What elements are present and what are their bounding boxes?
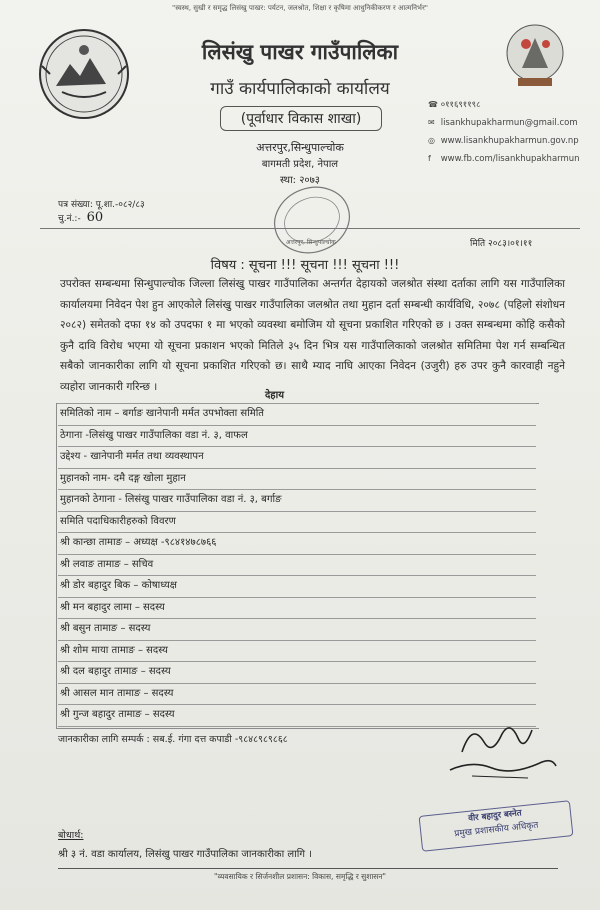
- email-icon: ✉: [428, 118, 435, 127]
- chalani-label: चु.नं.:-: [58, 214, 81, 224]
- chalani-value: 60: [86, 210, 104, 225]
- detail-row: श्री गुन्ज बहादुर तामाङ – सदस्य: [58, 705, 536, 727]
- office-seal: [262, 180, 362, 260]
- signature: [432, 712, 562, 792]
- detail-row: श्री मन बहादुर लामा – सदस्य: [58, 598, 536, 620]
- facebook-link[interactable]: www.fb.com/lisankhupakharmun: [440, 154, 580, 164]
- globe-icon: ◎: [428, 136, 435, 145]
- contact-block: [428, 96, 598, 168]
- detail-row: उद्देश्य - खानेपानी मर्मत तथा व्यवस्थापन: [58, 447, 536, 469]
- contact-person: जानकारीका लागि सम्पर्क : सब.ई. गंगा दत्त कपाडी -९८४८९८९८६८: [58, 734, 288, 745]
- detail-row: श्री दल बहादुर तामाङ – सदस्य: [58, 662, 536, 684]
- header-divider: [40, 228, 580, 229]
- emblem-icon: [500, 18, 570, 93]
- contact-email[interactable]: [428, 114, 598, 132]
- top-motto: "स्वस्थ, सुखी र समृद्ध लिसंखु पाखर: पर्यटन, जलश्रोत, शिक्षा र कृषिमा आधुनिकीकरण र आत्मनिर्भर": [171, 4, 429, 12]
- notice-body: [60, 274, 565, 397]
- phone-icon: ☎: [428, 100, 438, 109]
- cc-recipient: श्री ३ नं. वडा कार्यालय, लिसंखु पाखर गाउँपालिका जानकारीका लागि ।: [58, 849, 312, 860]
- detail-row: मुहानको नाम- दमै दङ्ग खोला मुहान: [58, 469, 536, 491]
- chalani-number: [58, 210, 103, 225]
- details-list: [58, 403, 536, 727]
- detail-row: ठेगाना -लिसंखु पाखर गाउँपालिका वडा नं. ३, वाफल: [58, 426, 536, 448]
- footer-divider: [58, 868, 558, 869]
- official-designation: प्रमुख प्रशासकीय अधिकृत: [453, 820, 539, 840]
- contact-facebook[interactable]: [428, 150, 598, 168]
- branch-name: (पूर्वाधार विकास शाखा): [220, 106, 382, 131]
- detail-row: श्री कान्छा तामाङ – अध्यक्ष -९८४१४७८७६६: [58, 533, 536, 555]
- detail-row: समितिको नाम – बर्गाङ खानेपानी मर्मत उपभोक्ता समिति: [58, 403, 536, 426]
- seal-text: अत्तरपुर, सिन्धुपाल्चोक: [286, 239, 336, 246]
- details-heading: देहाय: [265, 390, 285, 401]
- facebook-icon: f: [428, 154, 431, 163]
- detail-row: श्री बसुन तामाङ – सदस्य: [58, 619, 536, 641]
- municipality-logo: [36, 26, 132, 122]
- detail-row: मुहानको ठेगाना - लिसंखु पाखर गाउँपालिका वडा नं. ३, बर्गाङ: [58, 490, 536, 512]
- official-name: वीर बहादुर बस्नेत: [467, 808, 523, 824]
- footer-motto: "व्यवसायिक र सिर्जनशील प्रशासन: विकास, समृद्धि र सुशासन": [214, 872, 386, 881]
- detail-row: श्री शोम माया तामाङ – सदस्य: [58, 641, 536, 663]
- contact-website[interactable]: [428, 132, 598, 150]
- subject-line: विषय : सूचना !!! सूचना !!! सूचना !!!: [210, 258, 400, 273]
- detail-row: श्री आसल मान तामाङ – सदस्य: [58, 684, 536, 706]
- email-address[interactable]: lisankhupakharmun@gmail.com: [440, 118, 578, 128]
- detail-row: समिति पदाधिकारीहरुको विवरण: [58, 512, 536, 534]
- address-line-1: अत्तरपुर,सिन्धुपाल्चोक: [256, 141, 344, 154]
- established-year: स्था: २०७३: [279, 175, 321, 186]
- contact-phone: [428, 96, 598, 114]
- detail-row: श्री लवाङ तामाङ – सचिव: [58, 555, 536, 577]
- official-stamp: [419, 800, 574, 852]
- page-title: लिसंखु पाखर गाउँपालिका: [201, 40, 399, 64]
- website-link[interactable]: www.lisankhupakharmun.gov.np: [440, 136, 579, 146]
- cc-label: बोधार्थ:: [58, 830, 84, 841]
- office-name: गाउँ कार्यपालिकाको कार्यालय: [210, 79, 390, 99]
- address-line-2: बागमती प्रदेश, नेपाल: [261, 159, 339, 170]
- notice-paragraph: उपरोक्त सम्बन्धमा सिन्धुपाल्चोक जिल्ला लिसंखु पाखर गाउँपालिका अन्तर्गत देहायको जलश्रोत संस्था दर्ताका लागि यस गाउँपालिका कार्यालयमा निवेदन पेश हुन आएकोले लिसंखु पाखर गाउँपालिका जलश्रोत तथा मुहान दर्ता सम्बन्धी कार्यविधि, २०७८ (पहिलो संशोधन २०८२) समेतको दफा १४ को उपदफा १ मा भएको व्यवस्था बमोजिम यो सूचना प्रकाशित गरिएको छ । उक्त सम्बन्धमा कोहि कसैको कुनै दावि विरोध भएमा यो सूचना प्रकाशन भएको मितिले ३५ दिन भित्र यस गाउँपालिकाको जलश्रोत समितिमा पेश गर्न सम्बन्धित सबैको जानकारीका लागि यो सूचना प्रकाशित गरिएको छ। साथै म्याद नाघि आएका निवेदन (उजुरी) हरु उपर कुनै कारवाही नहुने व्यहोरा जानकारी गरिन्छ ।: [60, 278, 565, 393]
- reference-number: पत्र संख्या: पू.शा.-०८२/८३: [58, 200, 145, 210]
- phone-number: ०११६९११९८: [440, 100, 481, 110]
- letter-date: मिति २०८३।०१।११: [470, 239, 533, 249]
- detail-row: श्री डोर बहादुर बिक – कोषाध्यक्ष: [58, 576, 536, 598]
